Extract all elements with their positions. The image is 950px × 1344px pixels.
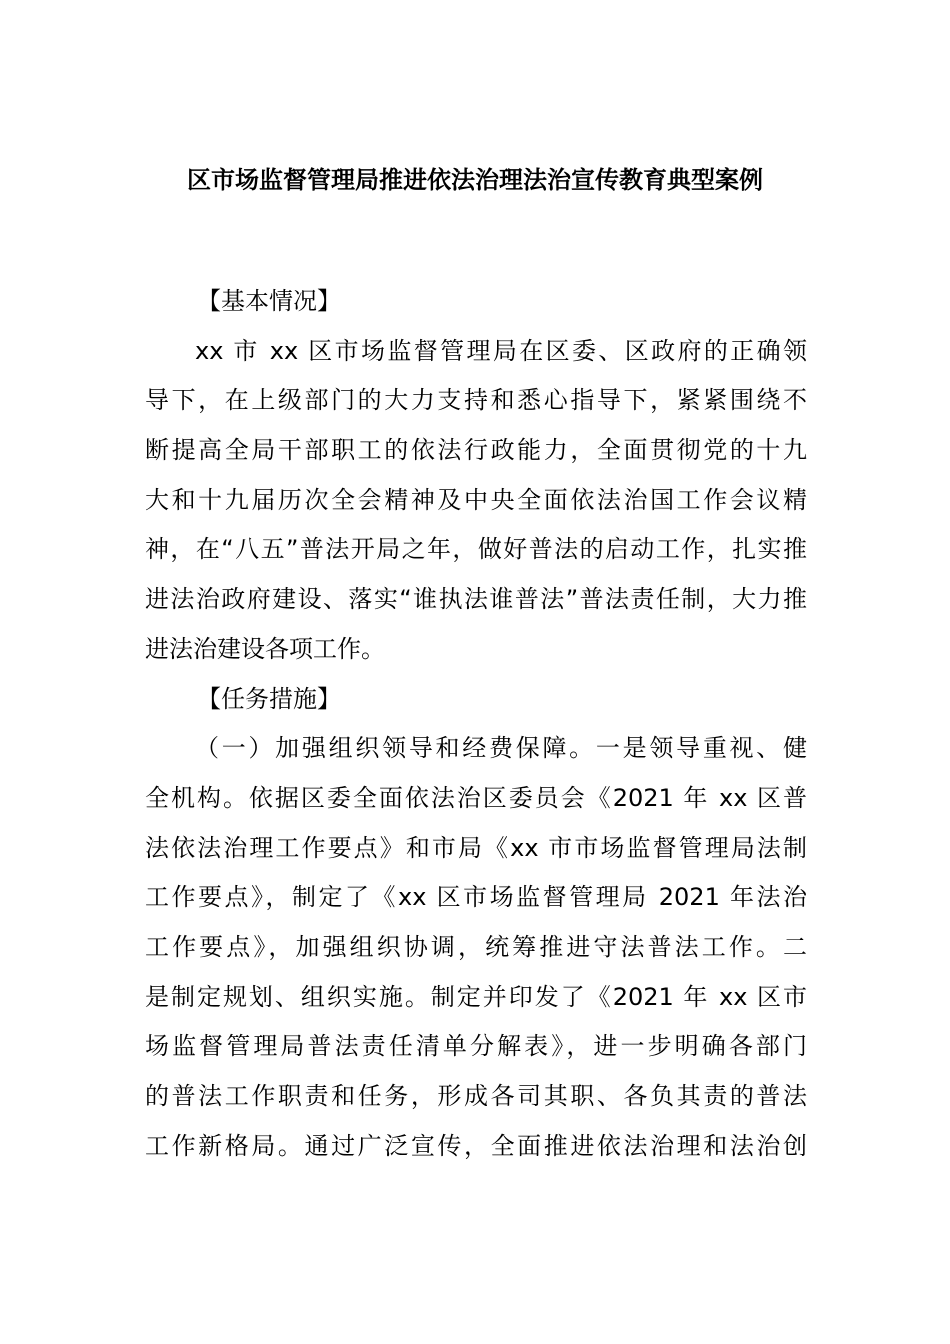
paragraph-line: 法依法治理工作要点》和市局《xx 市市场监督管理局法制 <box>145 833 807 862</box>
paragraph-line: 神，在“八五”普法开局之年，做好普法的启动工作，扎实推 <box>145 535 807 564</box>
paragraph-line: 场监督管理局普法责任清单分解表》，进一步明确各部门 <box>145 1032 807 1061</box>
paragraph-line: 的普法工作职责和任务，形成各司其职、各负其责的普法 <box>145 1082 807 1110</box>
paragraph-line: 是制定规划、组织实施。制定并印发了《2021 年 xx 区市 <box>145 982 807 1011</box>
section-heading-tasks: 【任务措施】 <box>197 684 341 713</box>
paragraph-line: （一）加强组织领导和经费保障。一是领导重视、健 <box>195 734 807 763</box>
paragraph-line: 全机构。依据区委全面依法治区委员会《2021 年 xx 区普 <box>145 783 807 812</box>
paragraph-line: 工作要点》，加强组织协调，统筹推进守法普法工作。二 <box>145 932 807 961</box>
paragraph-line: 进法治政府建设、落实“谁执法谁普法”普法责任制，大力推 <box>145 585 807 614</box>
document-body <box>145 277 807 1171</box>
paragraph-line: 工作要点》，制定了《xx 区市场监督管理局 2021 年法治 <box>145 883 807 912</box>
paragraph-line: 大和十九届历次全会精神及中央全面依法治国工作会议精 <box>145 485 807 514</box>
document-title: 区市场监督管理局推进依法治理法治宣传教育典型案例 <box>187 166 763 194</box>
paragraph-line: 进法治建设各项工作。 <box>145 634 385 663</box>
paragraph-line: 导下，在上级部门的大力支持和悉心指导下，紧紧围绕不 <box>145 386 807 415</box>
paragraph-line: 断提高全局干部职工的依法行政能力，全面贯彻党的十九 <box>145 436 807 465</box>
paragraph-line: 工作新格局。通过广泛宣传，全面推进依法治理和法治创 <box>145 1131 807 1160</box>
section-heading-basic: 【基本情况】 <box>197 287 341 315</box>
paragraph-line: xx 市 xx 区市场监督管理局在区委、区政府的正确领 <box>195 336 807 365</box>
